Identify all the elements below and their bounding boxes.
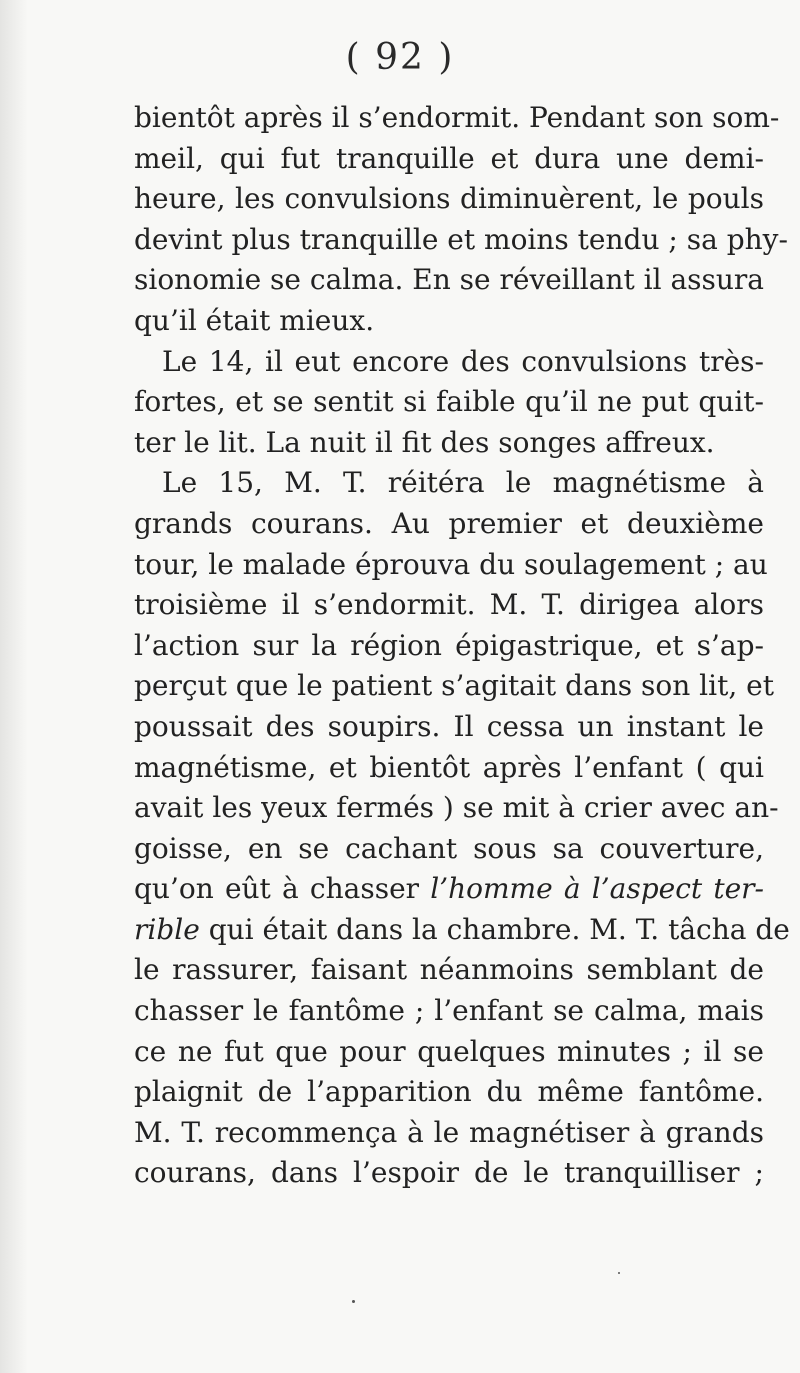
line-text: troisième il s’endormit. M. T. dirigea alors xyxy=(134,588,764,622)
text-line xyxy=(134,748,764,789)
text-line xyxy=(134,585,764,626)
line-text: sionomie se calma. En se réveillant il assura xyxy=(134,263,764,297)
text-line xyxy=(134,869,764,910)
text-line xyxy=(134,301,764,342)
text-line xyxy=(134,98,780,139)
line-text: l’action sur la région épigastrique, et s’ap- xyxy=(134,628,764,662)
line-text: fortes, et se sentit si faible qu’il ne put quit- xyxy=(134,385,764,419)
line-text: poussait des soupirs. Il cessa un instant le xyxy=(134,709,764,743)
text-line xyxy=(134,139,764,180)
italic-text: l’homme à l’aspect ter- xyxy=(430,872,765,906)
line-text: qu’il était mieux. xyxy=(134,303,375,337)
line-text: courans, dans l’espoir de le tranquilliser ; xyxy=(134,1156,764,1190)
line-text: qui était dans la chambre. M. T. tâcha de xyxy=(199,912,790,946)
line-text: chasser le fantôme ; l’enfant se calma, mais xyxy=(134,994,764,1028)
line-text: heure, les convulsions diminuèrent, le pouls xyxy=(134,182,764,216)
line-text: tour, le malade éprouva du soulagement ; au xyxy=(134,547,768,581)
text-line xyxy=(134,179,764,220)
text-line xyxy=(134,463,764,504)
text-line xyxy=(134,1072,764,1113)
ink-speck xyxy=(352,1300,355,1303)
line-text: ce ne fut que pour quelques minutes ; il se xyxy=(134,1034,764,1068)
text-line xyxy=(134,423,764,464)
line-text: goisse, en se cachant sous sa couverture, xyxy=(134,831,764,865)
line-text: plaignit de l’apparition du même fantôme. xyxy=(134,1075,764,1109)
line-text: qu’on eût à chasser xyxy=(134,872,431,906)
line-text: ter le lit. La nuit il fit des songes affreux. xyxy=(134,425,715,459)
text-line xyxy=(134,829,764,870)
body-text xyxy=(134,98,790,1194)
text-line xyxy=(134,220,788,261)
text-line xyxy=(134,991,764,1032)
page-number: ( 92 ) xyxy=(345,37,455,78)
text-line xyxy=(134,707,764,748)
line-text: Le 15, M. T. réitéra le magnétisme à xyxy=(162,466,764,500)
text-line xyxy=(134,666,774,707)
line-text: avait les yeux fermés ) se mit à crier avec an- xyxy=(134,791,779,825)
text-line xyxy=(134,910,790,951)
line-text: Le 14, il eut encore des convulsions très- xyxy=(162,344,764,378)
line-text: M. T. recommença à le magnétiser à grands xyxy=(134,1115,764,1149)
line-text: magnétisme, et bientôt après l’enfant ( qui xyxy=(134,750,764,784)
text-line xyxy=(134,788,779,829)
line-text: grands courans. Au premier et deuxième xyxy=(134,506,764,540)
text-line xyxy=(134,504,764,545)
text-line xyxy=(134,382,764,423)
line-text: meil, qui fut tranquille et dura une demi- xyxy=(134,141,764,175)
text-line xyxy=(134,1113,764,1154)
text-line xyxy=(134,342,764,383)
text-line xyxy=(134,260,764,301)
text-line xyxy=(134,1032,764,1073)
line-text: devint plus tranquille et moins tendu ; sa phy- xyxy=(134,222,788,256)
text-line xyxy=(134,1153,764,1194)
text-line xyxy=(134,950,764,991)
text-line xyxy=(134,545,768,586)
ink-speck xyxy=(618,1272,620,1274)
line-text: perçut que le patient s’agitait dans son lit, et xyxy=(134,669,774,703)
line-text: le rassurer, faisant néanmoins semblant de xyxy=(134,953,764,987)
text-line xyxy=(134,626,764,667)
line-text: bientôt après il s’endormit. Pendant son som- xyxy=(134,101,780,134)
italic-text: rible xyxy=(134,912,200,946)
